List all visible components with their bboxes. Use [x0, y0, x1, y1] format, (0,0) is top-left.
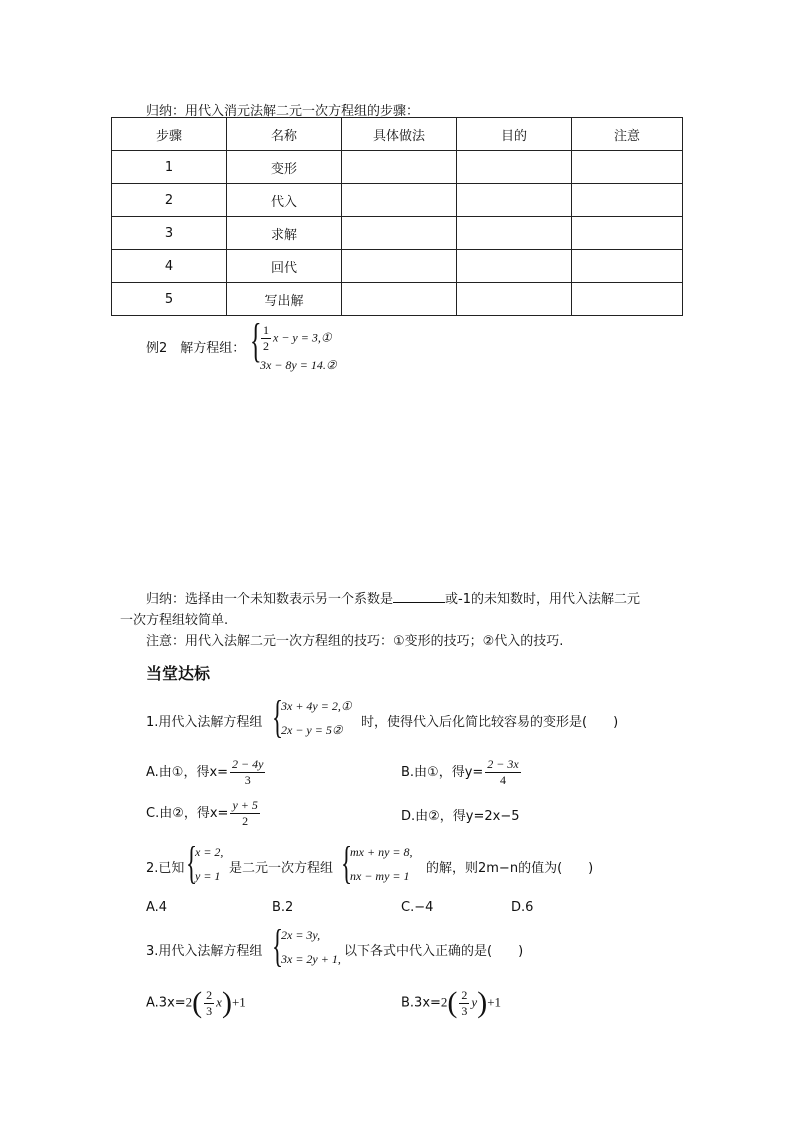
q1-option-b[interactable]: B.由①，得y= $\frac{2 - 3x}{4}$: [401, 757, 519, 787]
cell-note[interactable]: [572, 151, 683, 184]
q1-prefix: 1.用代入法解方程组: [146, 715, 263, 730]
q2-option-b[interactable]: B.2: [272, 900, 294, 915]
header-name: 名称: [227, 118, 342, 151]
table-row: [112, 283, 683, 316]
summary-text-b: 或-1的未知数时，用代入法解二元: [445, 592, 640, 607]
q3-suffix: 以下各式中代入正确的是( ): [344, 944, 524, 959]
cell-name: 回代: [227, 250, 342, 283]
summary-coefficient-line2: 一次方程组较简单.: [120, 613, 229, 628]
q3-equation-1: 2x = 3y,: [281, 928, 321, 942]
cell-method[interactable]: [342, 151, 457, 184]
table-row: [112, 250, 683, 283]
q1-option-d[interactable]: D.由②，得y=2x−5: [401, 809, 520, 824]
cell-method[interactable]: [342, 184, 457, 217]
cell-purpose[interactable]: [457, 250, 572, 283]
q2-sys2-equation-1: mx + ny = 8,: [350, 845, 413, 859]
example2-brace: {: [250, 314, 262, 367]
cell-step: 3: [112, 217, 227, 250]
q3-brace: {: [272, 920, 284, 971]
cell-name: 变形: [227, 151, 342, 184]
q3-equation-2: 3x = 2y + 1,: [281, 952, 341, 966]
q2-option-d[interactable]: D.6: [511, 900, 534, 915]
summary-text-a: 归纳：选择由一个未知数表示另一个系数是: [146, 592, 394, 607]
q2-prefix: 2.已知: [146, 861, 185, 876]
cell-name: 写出解: [227, 283, 342, 316]
cell-method[interactable]: [342, 217, 457, 250]
q2-option-a[interactable]: A.4: [146, 900, 168, 915]
cell-method[interactable]: [342, 250, 457, 283]
example2-equation-2: 3x − 8y = 14.②: [260, 358, 337, 372]
cell-note[interactable]: [572, 217, 683, 250]
cell-step: 4: [112, 250, 227, 283]
q1-suffix: 时，使得代入后化简比较容易的变形是( ): [361, 715, 619, 730]
cell-purpose[interactable]: [457, 283, 572, 316]
q3-prefix: 3.用代入法解方程组: [146, 944, 263, 959]
cell-step: 1: [112, 151, 227, 184]
cell-method[interactable]: [342, 283, 457, 316]
header-purpose: 目的: [457, 118, 572, 151]
cell-note[interactable]: [572, 184, 683, 217]
fill-blank[interactable]: [393, 590, 445, 603]
header-step: 步骤: [112, 118, 227, 151]
q2-brace-1: {: [186, 837, 198, 888]
q3-option-b[interactable]: B.3x=2( $\frac{2}{3}$ y)+1: [401, 986, 502, 1019]
q2-option-c[interactable]: C.−4: [401, 900, 434, 915]
cell-purpose[interactable]: [457, 151, 572, 184]
header-note: 注意: [572, 118, 683, 151]
cell-note[interactable]: [572, 250, 683, 283]
header-method: 具体做法: [342, 118, 457, 151]
technique-note: 注意：用代入法解二元一次方程组的技巧：①变形的技巧；②代入的技巧.: [146, 634, 564, 649]
steps-table: [111, 117, 683, 316]
q2-sys2-equation-2: nx − my = 1: [350, 869, 410, 883]
q1-equation-1: 3x + 4y = 2,①: [281, 699, 352, 713]
q2-middle: 是二元一次方程组: [229, 861, 334, 876]
summary-steps-intro: 归纳：用代入消元法解二元一次方程组的步骤：: [146, 104, 420, 119]
q2-sys1-equation-1: x = 2,: [195, 845, 224, 859]
cell-name: 求解: [227, 217, 342, 250]
q1-option-c[interactable]: C.由②，得x= $\frac{y + 5}{2}$: [146, 798, 258, 828]
summary-coefficient: [146, 588, 640, 607]
cell-step: 5: [112, 283, 227, 316]
cell-step: 2: [112, 184, 227, 217]
q2-suffix: 的解，则2m−n的值为( ): [426, 861, 594, 876]
table-row: [112, 184, 683, 217]
q1-brace: {: [272, 691, 284, 742]
cell-name: 代入: [227, 184, 342, 217]
section-title: 当堂达标: [146, 664, 211, 683]
table-header-row: [112, 118, 683, 151]
cell-purpose[interactable]: [457, 217, 572, 250]
example2-equation-1: $\frac{1}{2}$ x − y = 3,①: [263, 323, 332, 353]
table-row: [112, 217, 683, 250]
q2-brace-2: {: [341, 837, 353, 888]
example2-label: 例2 解方程组：: [146, 341, 246, 356]
cell-note[interactable]: [572, 283, 683, 316]
cell-purpose[interactable]: [457, 184, 572, 217]
table-row: [112, 151, 683, 184]
q1-option-a[interactable]: A.由①，得x= $\frac{2 - 4y}{3}$: [146, 757, 264, 787]
q2-sys1-equation-2: y = 1: [195, 869, 221, 883]
q1-equation-2: 2x − y = 5②: [281, 723, 343, 737]
q3-option-a[interactable]: A.3x=2( $\frac{2}{3}$ x)+1: [146, 986, 246, 1019]
